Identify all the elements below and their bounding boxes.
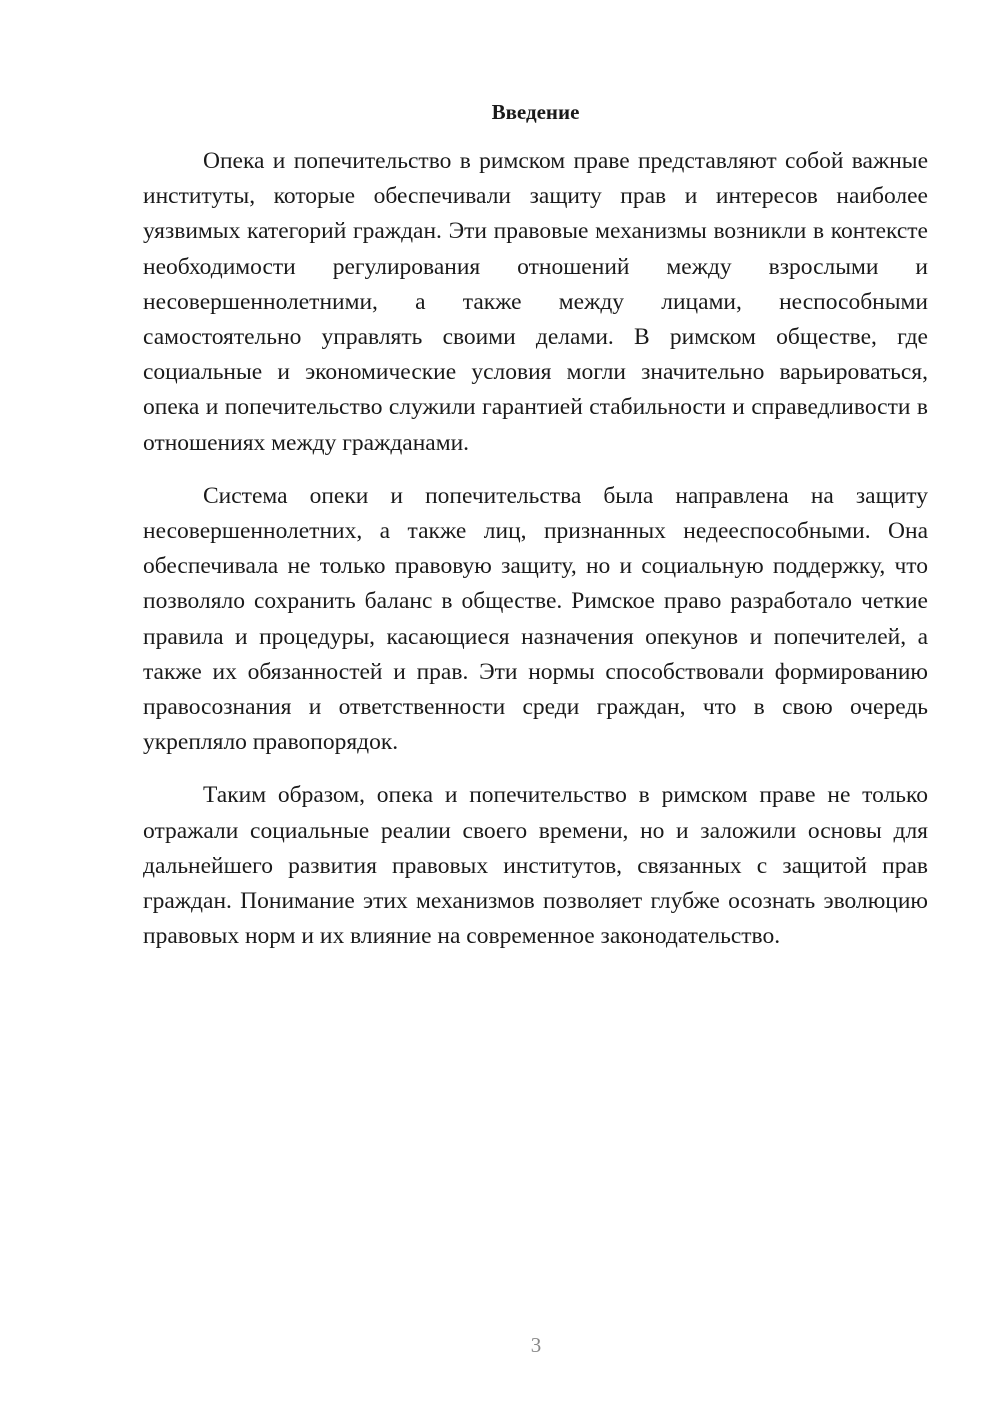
paragraph-3: Таким образом, опека и попечительство в римском праве не только отражали социальные реалии своего времени, но и заложили основы для дальнейшего развития правовых институтов, связанных с защитой прав граждан. Понимание этих механизмов позволяет глубже осознать эволюцию правовых норм и их влияние на современное законодательство. [143,782,928,950]
page-number: 3 [530,1333,542,1357]
paragraph-1: Опека и попечительство в римском праве представляют собой важные институты, которые обеспечивали защиту прав и интересов наиболее уязвимых категорий граждан. Эти правовые механизмы возникли в контексте необходимости регулирования отношений между взрослыми и несовершеннолетними, а также между лицами, неспособными самостоятельно управлять своими делами. В римском обществе, где социальные и экономические условия могли значительно варьироваться, опека и попечительство служили гарантией стабильности и справедливости в отношениях между гражданами. [143,148,928,456]
body-text [143,144,928,954]
section-title: Введение [491,100,580,124]
paragraph-2: Система опеки и попечительства была направлена на защиту несовершеннолетних, а также лиц, признанных недееспособными. Она обеспечивала не только правовую защиту, но и социальную поддержку, что позволяло сохранить баланс в обществе. Римское право разработало четкие правила и процедуры, касающиеся назначения опекунов и попечителей, а также их обязанностей и прав. Эти нормы способствовали формированию правосознания и ответственности среди граждан, что в свою очередь укрепляло правопорядок. [143,482,928,756]
